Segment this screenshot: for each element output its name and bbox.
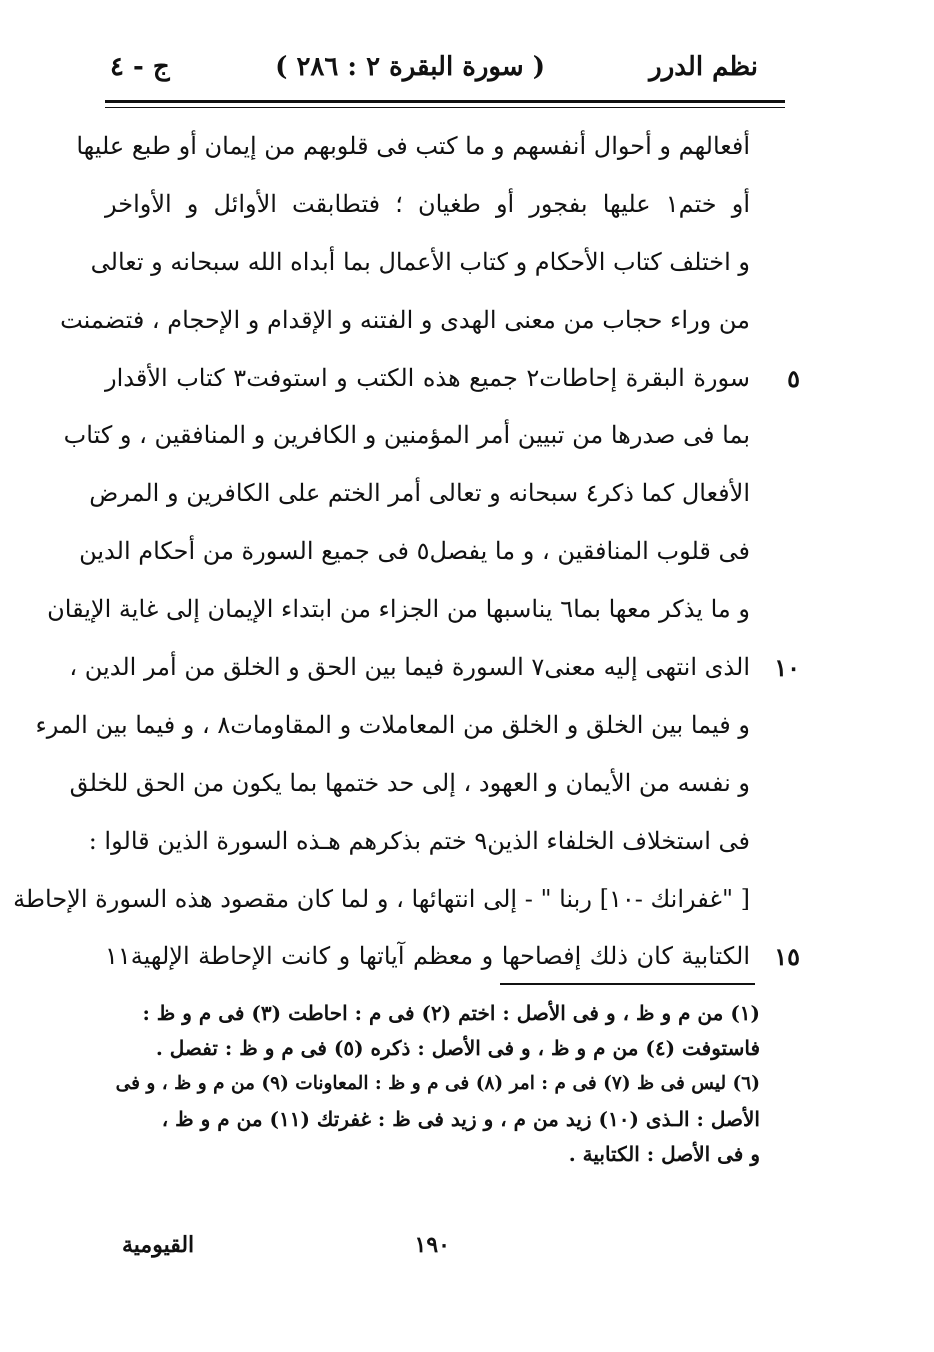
printer-signature: القيومية xyxy=(122,1232,195,1258)
book-title: نظم الدرر xyxy=(649,52,758,82)
text-line-content: من وراء حجاب من معنى الهدى و الفتنه و الإقدام و الإحجام ، فتضمنت xyxy=(60,305,750,334)
text-line-content: بما فى صدرها من تبيين أمر المؤمنين و الكافرين و المنافقين ، و كتاب xyxy=(63,421,750,450)
text-line-content: الذى انتهى إليه معنى٧ السورة فيما بين الحق و الخلق من أمر الدين ، xyxy=(69,653,750,682)
text-line xyxy=(105,928,800,986)
footnote-line: الأصل : الـذى (١٠) زيد من م ، و زيد فى ظ : غفرتك (١١) من م و ظ ، xyxy=(161,1106,760,1131)
text-line-content: سورة البقرة إحاطات٢ جميع هذه الكتب و استوفت٣ كتاب الأقدار xyxy=(105,363,751,392)
line-number: ١٥ xyxy=(774,942,800,972)
footnote-separator xyxy=(500,983,755,985)
text-line xyxy=(105,350,800,408)
header-rule-thick xyxy=(105,100,785,103)
surah-range: ( سورة البقرة ٢ : ٢٨٦ ) xyxy=(275,52,545,82)
text-line-content: أفعالهم و أحوال أنفسهم و ما كتب فى قلوبهم من إيمان أو طبع عليها xyxy=(76,132,750,160)
text-line xyxy=(35,697,750,755)
footnote-line: فاستوفت (٤) من م و ظ ، و فى الأصل : ذكره (٥) فى م و ظ : تفصل . xyxy=(155,1036,760,1061)
text-line xyxy=(90,234,750,292)
text-line xyxy=(69,755,750,813)
text-line-content: و ما يذكر معها بما٦ يناسبها من الجزاء من ابتداء الإيمان إلى غاية الإيقان xyxy=(47,595,750,624)
text-line xyxy=(76,118,750,176)
text-line-content: الأفعال كما ذكر٤ سبحانه و تعالى أمر الختم على الكافرين و المرض xyxy=(89,479,750,508)
text-line xyxy=(69,639,800,697)
page-number: ١٩٠ xyxy=(414,1232,450,1258)
main-text xyxy=(13,118,800,986)
footnote-line: (١) من م و ظ ، و فى الأصل : اختم (٢) فى م : احاطت (٣) فى م و ظ : xyxy=(142,1001,760,1025)
text-line-content: فى قلوب المنافقين ، و ما يفصل٥ فى جميع السورة من أحكام الدين xyxy=(79,537,750,566)
text-line-content: و اختلف كتاب الأحكام و كتاب الأعمال بما أبداه الله سبحانه و تعالى xyxy=(90,247,750,276)
text-line-content: [ "غفرانك -١٠] ربنا " - إلى انتهائها ، و لما كان مقصود هذه السورة الإحاطة xyxy=(13,884,750,913)
text-line xyxy=(105,176,750,234)
text-line-content: و نفسه من الأيمان و العهود ، إلى حد ختمها بما يكون من الحق للخلق xyxy=(69,768,750,797)
text-line-content: الكتابية كان ذلك إفصاحها و معظم آياتها و كانت الإحاطة الإلهية١١ xyxy=(105,942,750,971)
volume-label: ج - ٤ xyxy=(110,52,170,82)
text-line xyxy=(13,871,750,929)
text-line xyxy=(63,407,750,465)
page-footer xyxy=(100,1232,720,1272)
footnote-line: و فى الأصل : الكتابية . xyxy=(568,1141,760,1166)
text-line-content: و فيما بين الخلق و الخلق من المعاملات و المقاومات٨ ، و فيما بين المرء xyxy=(35,710,750,739)
line-number: ٥ xyxy=(787,363,800,393)
text-line-content: فى استخلاف الخلفاء الذين٩ ختم بذكرهم هـذه السورة الذين قالوا : xyxy=(88,826,750,855)
text-line xyxy=(89,465,750,523)
text-line xyxy=(60,292,750,350)
text-line-content: أو ختم١ عليها بفجور أو طغيان ؛ فتطابقت الأوائل و الأواخر xyxy=(105,189,751,218)
text-line xyxy=(47,581,750,639)
page-header xyxy=(100,52,790,102)
line-number: ١٠ xyxy=(774,653,800,683)
text-line xyxy=(88,813,750,871)
footnotes xyxy=(105,996,760,1172)
footnote-line: (٦) ليس فى ظ (٧) فى م : امر (٨) فى م و ظ : المعاونات (٩) من م و ظ ، و فى xyxy=(115,1073,760,1095)
text-line xyxy=(79,523,750,581)
header-rule-thin xyxy=(105,107,785,108)
